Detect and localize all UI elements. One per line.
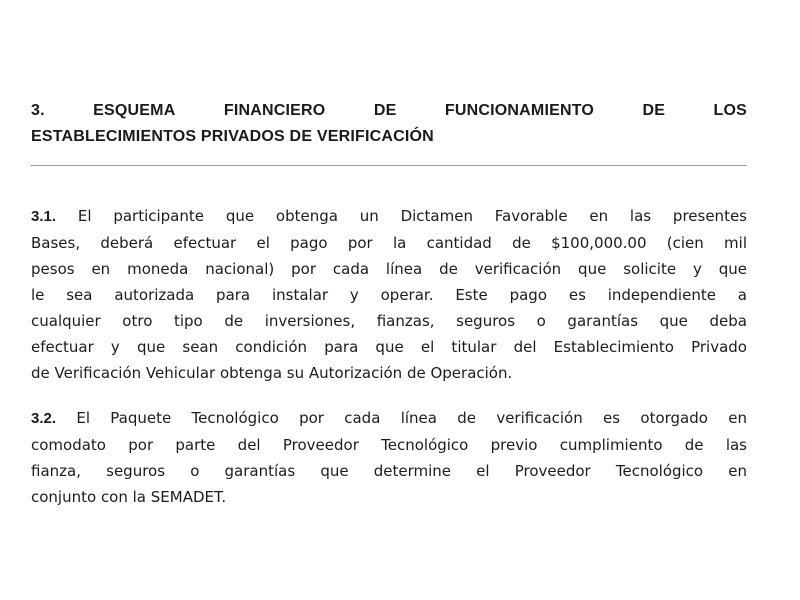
paragraph-line: [31, 405, 747, 432]
section-heading-line-1: [31, 98, 747, 124]
paragraph-line: de Verificación Vehicular obtenga su Autorización de Operación.: [31, 364, 513, 382]
paragraph-line: [31, 203, 747, 230]
paragraph-3-2: [31, 405, 747, 510]
paragraph-number: 3.2.: [31, 410, 57, 427]
paragraph-3-1: [31, 203, 747, 386]
heading-word: DE: [642, 102, 666, 119]
paragraph-line: efectuar y que sean condición para que el titular del Establecimiento Privado: [31, 338, 747, 356]
paragraph-number: 3.1.: [31, 208, 57, 225]
heading-word: LOS: [713, 102, 748, 119]
paragraph-line: fianza, seguros o garantías que determine el Proveedor Tecnológico en: [31, 462, 747, 480]
heading-word: ESQUEMA: [93, 102, 176, 119]
paragraph-line: pesos en moneda nacional) por cada línea de verificación que solicite y que: [31, 260, 747, 278]
heading-divider: [31, 165, 747, 166]
heading-word: FINANCIERO: [223, 102, 326, 119]
section-heading: [31, 98, 747, 150]
paragraph-line: comodato por parte del Proveedor Tecnológico previo cumplimiento de las: [31, 436, 747, 454]
paragraph-line: conjunto con la SEMADET.: [31, 488, 227, 506]
paragraph-text: El Paquete Tecnológico por cada línea de verificación es otorgado en: [56, 409, 747, 427]
paragraph-line: Bases, deberá efectuar el pago por la cantidad de $100,000.00 (cien mil: [31, 234, 747, 252]
heading-word: DE: [373, 102, 397, 119]
section-heading-line-2: ESTABLECIMIENTOS PRIVADOS DE VERIFICACIÓN: [31, 128, 434, 145]
paragraph-line: cualquier otro tipo de inversiones, fianzas, seguros o garantías que deba: [31, 312, 747, 330]
heading-word: FUNCIONAMIENTO: [444, 102, 595, 119]
heading-word: 3.: [31, 102, 45, 119]
paragraph-text: El participante que obtenga un Dictamen Favorable en las presentes: [56, 207, 747, 225]
paragraph-line: le sea autorizada para instalar y operar. Este pago es independiente a: [31, 286, 747, 304]
